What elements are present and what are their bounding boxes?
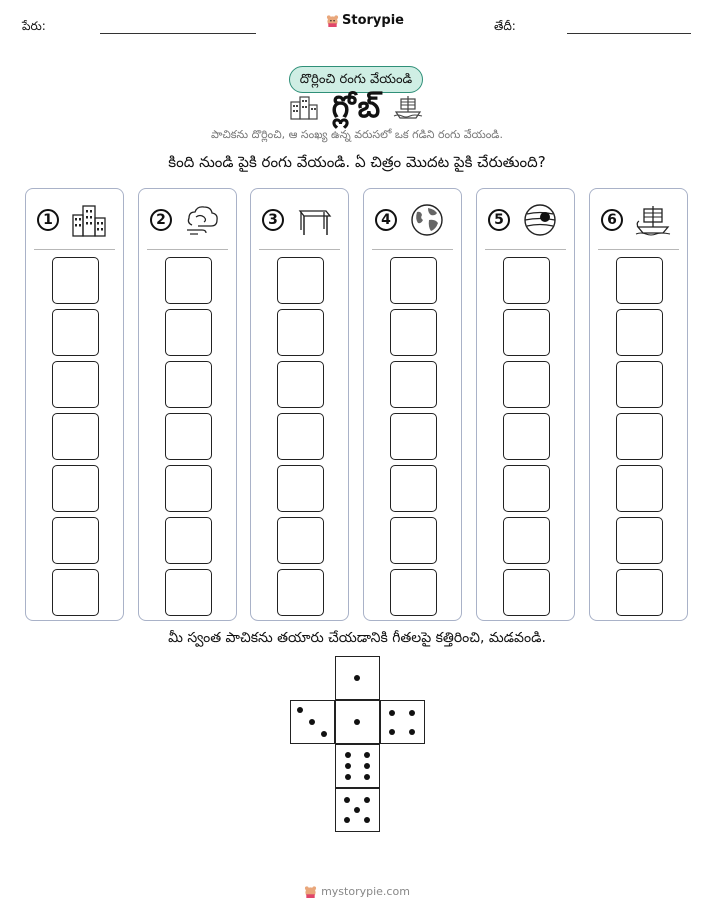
dice-face-6[interactable] [335, 744, 380, 788]
divider [485, 249, 566, 250]
bear-logo-icon [326, 14, 339, 27]
divider [147, 249, 228, 250]
pip [344, 817, 350, 823]
column-5 [476, 188, 575, 621]
color-box[interactable] [616, 569, 663, 616]
color-box[interactable] [616, 517, 663, 564]
pip [409, 729, 415, 735]
pip [354, 807, 360, 813]
color-box[interactable] [52, 257, 99, 304]
color-box[interactable] [503, 257, 550, 304]
color-box[interactable] [616, 309, 663, 356]
color-box[interactable] [390, 309, 437, 356]
color-box[interactable] [390, 361, 437, 408]
column-number: 3 [262, 209, 284, 231]
pip [364, 817, 370, 823]
instruction: కింది నుండి పైకి రంగు వేయండి. ఏ చిత్రం మొదట పైకి చేరుతుంది? [168, 153, 546, 171]
name-label: పేరు: [22, 19, 46, 33]
activity-pill: దొర్లించి రంగు వేయండి [289, 66, 423, 93]
color-box[interactable] [165, 257, 212, 304]
color-box[interactable] [277, 569, 324, 616]
divider [372, 249, 453, 250]
pip [345, 774, 351, 780]
name-line[interactable] [100, 33, 256, 34]
color-box[interactable] [52, 465, 99, 512]
pip [345, 763, 351, 769]
color-box[interactable] [165, 361, 212, 408]
column-number: 2 [150, 209, 172, 231]
color-box[interactable] [390, 413, 437, 460]
date-line[interactable] [567, 33, 691, 34]
color-box[interactable] [165, 517, 212, 564]
color-box[interactable] [52, 569, 99, 616]
buildings-icon [289, 94, 319, 120]
viking-ship-icon [635, 203, 671, 237]
color-box[interactable] [390, 569, 437, 616]
buildings-icon [71, 203, 107, 237]
color-box[interactable] [277, 413, 324, 460]
wind-cloud-icon [184, 203, 220, 237]
column-1 [25, 188, 124, 621]
divider [34, 249, 115, 250]
dice-face-3[interactable] [290, 700, 335, 744]
pip [321, 731, 327, 737]
pip [344, 797, 350, 803]
color-box[interactable] [165, 309, 212, 356]
color-box[interactable] [503, 309, 550, 356]
column-2 [138, 188, 237, 621]
color-box[interactable] [277, 309, 324, 356]
pip [345, 752, 351, 758]
dice-face-1[interactable] [335, 700, 380, 744]
dice-face-1[interactable] [335, 656, 380, 700]
pip [364, 797, 370, 803]
color-box[interactable] [503, 465, 550, 512]
color-box[interactable] [52, 413, 99, 460]
pip [389, 710, 395, 716]
column-6 [589, 188, 688, 621]
color-box[interactable] [277, 517, 324, 564]
pip [389, 729, 395, 735]
pip [364, 752, 370, 758]
pip [409, 710, 415, 716]
color-box[interactable] [503, 517, 550, 564]
brand-logo [326, 13, 404, 28]
date-label: తేదీ: [494, 19, 516, 33]
color-box[interactable] [616, 361, 663, 408]
column-number: 5 [488, 209, 510, 231]
bear-logo-icon [304, 885, 317, 898]
pip [364, 774, 370, 780]
color-box[interactable] [52, 361, 99, 408]
footer [0, 885, 714, 898]
ship-icon [393, 94, 423, 120]
footer-link[interactable]: mystorypie.com [321, 885, 410, 898]
dice-face-4[interactable] [380, 700, 425, 744]
column-number: 1 [37, 209, 59, 231]
table-icon [296, 203, 332, 237]
color-box[interactable] [277, 465, 324, 512]
brand-name: Storypie [342, 13, 404, 28]
color-box[interactable] [616, 257, 663, 304]
pip [297, 707, 303, 713]
color-box[interactable] [277, 257, 324, 304]
color-box[interactable] [503, 361, 550, 408]
pip [354, 719, 360, 725]
color-box[interactable] [616, 413, 663, 460]
color-box[interactable] [390, 465, 437, 512]
column-3 [250, 188, 349, 621]
planet-icon [522, 203, 558, 237]
divider [259, 249, 340, 250]
color-box[interactable] [165, 413, 212, 460]
color-box[interactable] [390, 517, 437, 564]
color-box[interactable] [165, 465, 212, 512]
subtitle: పాచికను దొర్లించి, ఆ సంఖ్య ఉన్న వరుసలో ఒక గడిని రంగు వేయండి. [211, 128, 503, 141]
pip [364, 763, 370, 769]
color-box[interactable] [503, 569, 550, 616]
color-box[interactable] [52, 517, 99, 564]
color-box[interactable] [277, 361, 324, 408]
color-box[interactable] [52, 309, 99, 356]
pip [309, 719, 315, 725]
pip [354, 675, 360, 681]
dice-instruction: మీ స్వంత పాచికను తయారు చేయడానికి గీతలపై కత్తిరించి, మడవండి. [168, 630, 546, 646]
column-4 [363, 188, 462, 621]
divider [598, 249, 679, 250]
color-box[interactable] [503, 413, 550, 460]
column-number: 4 [375, 209, 397, 231]
color-box[interactable] [165, 569, 212, 616]
dice-face-5[interactable] [335, 788, 380, 832]
column-number: 6 [601, 209, 623, 231]
color-box[interactable] [616, 465, 663, 512]
color-box[interactable] [390, 257, 437, 304]
earth-globe-icon [409, 203, 445, 237]
page-title: గ్లోబ్ [331, 90, 383, 125]
